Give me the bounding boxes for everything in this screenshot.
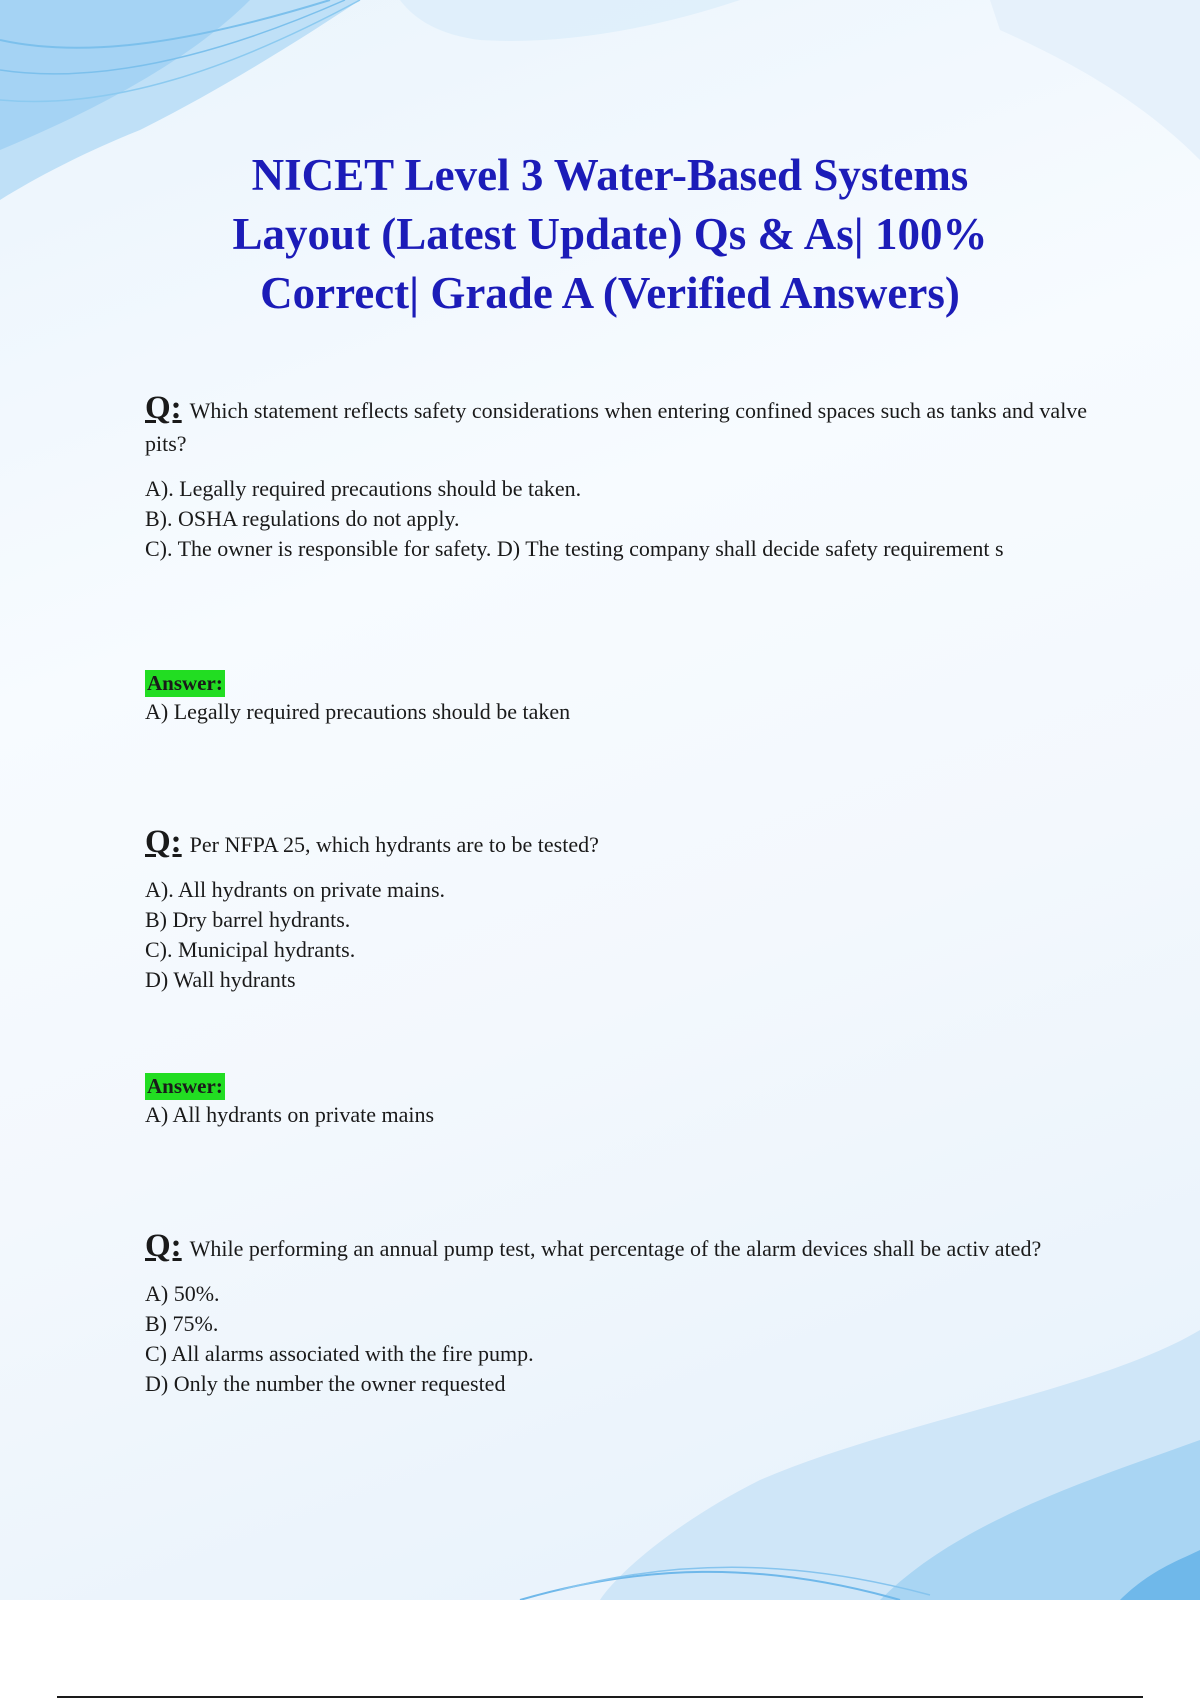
option-item: A). All hydrants on private mains.: [145, 877, 446, 902]
question-prompt: [145, 392, 1095, 460]
answer-text: A) All hydrants on private mains: [145, 1102, 435, 1127]
option-item: B). OSHA regulations do not apply.: [145, 506, 460, 531]
option-item: A) 50%.: [145, 1281, 220, 1306]
title-line: Correct| Grade A (Verified Answers): [260, 268, 960, 318]
question-block: [145, 1230, 1095, 1399]
title-line: Layout (Latest Update) Qs & As| 100%: [232, 209, 988, 259]
question-text: While performing an annual pump test, what percentage of the alarm devices shall be activ ated?: [189, 1236, 1042, 1261]
question-prompt: [145, 1230, 1095, 1265]
question-block: [145, 826, 1095, 995]
answer-block: [145, 1073, 434, 1130]
question-label: Q:: [145, 390, 182, 426]
answer-label: Answer:: [147, 1074, 223, 1098]
option-item: C) All alarms associated with the fire pump.: [145, 1341, 534, 1366]
question-prompt: [145, 826, 1095, 861]
question-block: [145, 392, 1095, 564]
document-title: [120, 146, 1100, 323]
question-text: Per NFPA 25, which hydrants are to be tested?: [189, 832, 599, 857]
title-line: NICET Level 3 Water-Based Systems: [251, 150, 969, 200]
question-text: Which statement reflects safety considerations when entering confined spaces such as tanks and valve pits?: [145, 398, 1088, 456]
question-label: Q:: [145, 1228, 182, 1264]
option-list: [145, 474, 1095, 564]
question-label: Q:: [145, 824, 182, 860]
option-item: B) 75%.: [145, 1311, 219, 1336]
option-list: [145, 1279, 1095, 1399]
option-list: [145, 875, 1095, 995]
option-item: C). The owner is responsible for safety. D) The testing company shall decide safety requirement s: [145, 536, 1004, 561]
option-item: D) Only the number the owner requested: [145, 1371, 506, 1396]
option-item: C). Municipal hydrants.: [145, 937, 356, 962]
answer-label: Answer:: [147, 671, 223, 695]
footer-divider: [57, 1696, 1143, 1698]
answer-block: [145, 670, 570, 727]
option-item: D) Wall hydrants: [145, 967, 296, 992]
answer-text: A) Legally required precautions should be taken: [145, 699, 571, 724]
option-item: A). Legally required precautions should be taken.: [145, 476, 582, 501]
option-item: B) Dry barrel hydrants.: [145, 907, 351, 932]
